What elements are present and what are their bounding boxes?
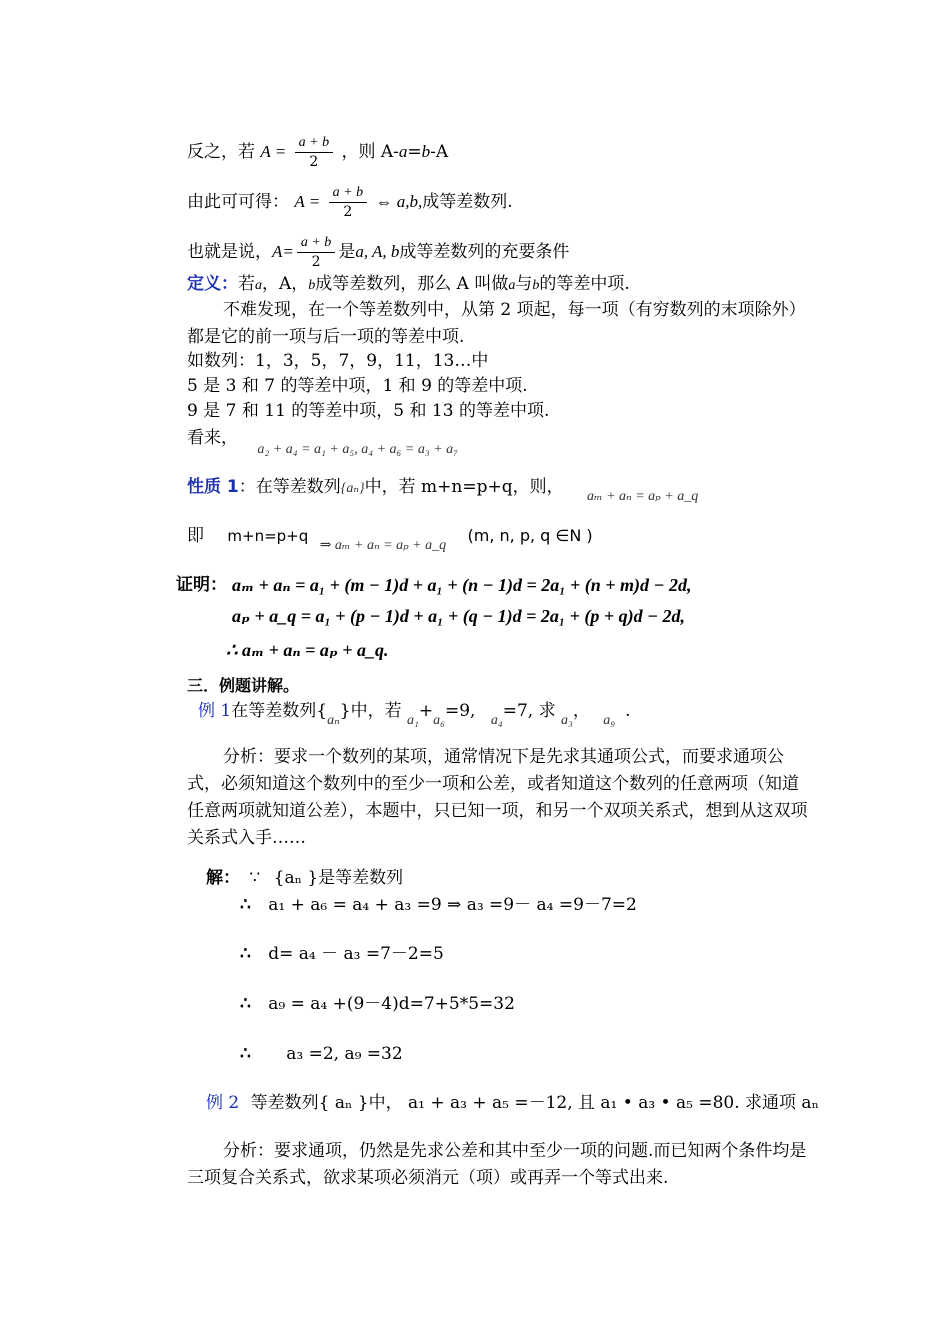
discovery-paragraph: 不难发现，在一个等差数列中，从第 2 项起，每一项（有穷数列的末项除外）都是它的前一项与后一项的等差中项. [187, 300, 806, 347]
math-a6: a₆ [433, 713, 445, 728]
solution-line-4 [240, 1042, 403, 1066]
fraction [295, 134, 333, 171]
var-b: b [532, 278, 540, 293]
text: 由此可可得： [187, 192, 289, 212]
numerator: a + b [297, 234, 335, 253]
condition: m+n=p+q [227, 527, 309, 545]
text: }中，若 [339, 701, 402, 721]
text: 反之，若 [187, 142, 255, 162]
numerator: a + b [295, 134, 333, 153]
text: . [625, 701, 631, 721]
converse-line [187, 134, 448, 171]
analysis-1-paragraph: 分析：要求一个数列的某项，通常情况下是先求其通项公式，而要求通项公式，必须知道这个数列中的至少一项和公差，或者知道这个数列的任意两项（知道任意两项就知道公差），本题中，只已知一项，和另一个双项关系式，想到从这双项关系式入手…… [187, 747, 808, 848]
denominator: 2 [311, 254, 321, 270]
math-lhs: A = [294, 192, 321, 211]
text: = [407, 142, 422, 162]
math-equation: aₘ + aₙ = aₚ + a_q [587, 489, 699, 504]
math-a3: a₃ [561, 713, 573, 728]
math-an: aₙ [327, 713, 340, 728]
denominator: 2 [309, 154, 319, 170]
example-sequence-line: 如数列：1，3，5，7，9，11，13…中 [187, 351, 489, 371]
text: 与 [515, 274, 533, 294]
definition-label: 定义： [187, 274, 238, 294]
text: ，则 A- [341, 142, 399, 162]
example-2-line [206, 1091, 819, 1115]
text: a₁ + a₆ = a₄ + a₃ =9 ⇒ a₃ =9－ a₄ =9－7=2 [268, 895, 637, 915]
proof-line-3: ∴ aₘ + aₙ = aₚ + a_q. [226, 640, 389, 660]
therefore-symbol: ∴ [240, 895, 251, 915]
math-vars: a, A, b [355, 242, 400, 261]
therefore-symbol: ∴ [240, 994, 251, 1014]
text: + [418, 701, 434, 721]
fraction [329, 184, 367, 221]
text: 成等差数列的充要条件 [399, 242, 570, 262]
property-line [187, 475, 699, 504]
text: a₃ =2, a₉ =32 [286, 1044, 403, 1064]
text: =7, 求 [502, 701, 556, 721]
proof-label: 证明： [176, 575, 227, 595]
text: a₉ = a₄ +(9－4)d=7+5*5=32 [268, 994, 515, 1014]
text: 等差数列{ aₙ }中， a₁ + a₃ + a₅ =－12, 且 a₁ • a₃ • a₅ =80. 求通项 aₙ [250, 1093, 819, 1113]
derive-line [187, 184, 513, 221]
solution-header [206, 866, 403, 890]
numerator: a + b [329, 184, 367, 203]
var-a: a [508, 278, 516, 293]
solution-line-2 [240, 942, 444, 966]
math-lhs: A = [260, 142, 287, 161]
example-1-line [198, 699, 631, 728]
var-a: a [398, 142, 408, 161]
middle-term-5-line: 5 是 3 和 7 的等差中项，1 和 9 的等差中项. [187, 376, 528, 396]
therefore-symbol: ∴ [240, 944, 251, 964]
definition-line [187, 272, 630, 298]
because-symbol: ∵ [249, 868, 261, 888]
var-b: b [308, 278, 316, 293]
observation-line [187, 426, 459, 457]
text: 中，若 m+n=p+q，则， [364, 477, 564, 497]
fraction [297, 234, 335, 271]
equivalence-line [187, 524, 593, 553]
text: ，A， [262, 274, 309, 294]
text: 看来， [187, 428, 238, 448]
analysis-2-paragraph: 分析：要求通项，仍然是先求公差和其中至少一项的问题.而已知两个条件均是三项复合关系式，欲求某项必须消元（项）或再弄一个等式出来. [187, 1141, 807, 1188]
therefore-symbol: ∴ [240, 1044, 251, 1064]
math-a9: a₉ [603, 713, 616, 728]
sequence-symbol: {aₙ} [340, 481, 365, 496]
math-lhs: A= [272, 242, 294, 261]
necessary-sufficient-line [187, 234, 569, 271]
proof-line-2: aₚ + a_q = a₁ + (p − 1)d + a₁ + (q − 1)d = 2a₁ + (p + q)d − 2d, [232, 606, 686, 626]
text: (m, n, p, q ∈N ) [467, 526, 593, 545]
denominator: 2 [343, 204, 353, 220]
math-a4: a₄ [490, 713, 503, 728]
text: {aₙ }是等差数列 [273, 868, 404, 888]
text: d= a₄ － a₃ =7－2=5 [268, 944, 444, 964]
text: =9, [444, 701, 476, 721]
text: 成等差数列. [422, 192, 513, 212]
math-equation: ⇒ aₘ + aₙ = aₚ + a_q [319, 538, 447, 553]
text: 也就是说， [187, 242, 272, 262]
solution-line-3 [240, 992, 515, 1016]
text: 的等差中项. [539, 274, 630, 294]
text: 在等差数列{ [231, 701, 328, 721]
solution-label: 解： [206, 868, 240, 888]
proof-line-1: aₘ + aₙ = a₁ + (m − 1)d + a₁ + (n − 1)d = 2a₁ + (n + m)d − 2d, [232, 575, 692, 595]
text: 即 [187, 526, 204, 546]
solution-line-1 [240, 893, 637, 917]
middle-term-9-line: 9 是 7 和 11 的等差中项，5 和 13 的等差中项. [187, 401, 550, 421]
math-equation: a₂ + a₄ = a₁ + a₅, a₄ + a₆ = a₃ + a₇ [257, 442, 459, 457]
section-heading: 三．例题讲解。 [187, 676, 300, 695]
var-b: b [421, 142, 431, 161]
math-a1: a₁ [406, 713, 419, 728]
property-label: 性质 1 [187, 477, 239, 497]
text: 成等差数列，那么 A 叫做 [315, 274, 509, 294]
example-label: 例 2 [206, 1093, 240, 1113]
text: 是 [338, 242, 356, 262]
text: -A [430, 142, 449, 162]
text: ， [572, 701, 590, 721]
text: ：在等差数列 [238, 477, 341, 497]
math-rhs: ⇔ a,b, [375, 192, 423, 211]
var-a: a [255, 278, 262, 293]
example-label: 例 1 [198, 701, 232, 721]
text: 若 [238, 274, 255, 294]
